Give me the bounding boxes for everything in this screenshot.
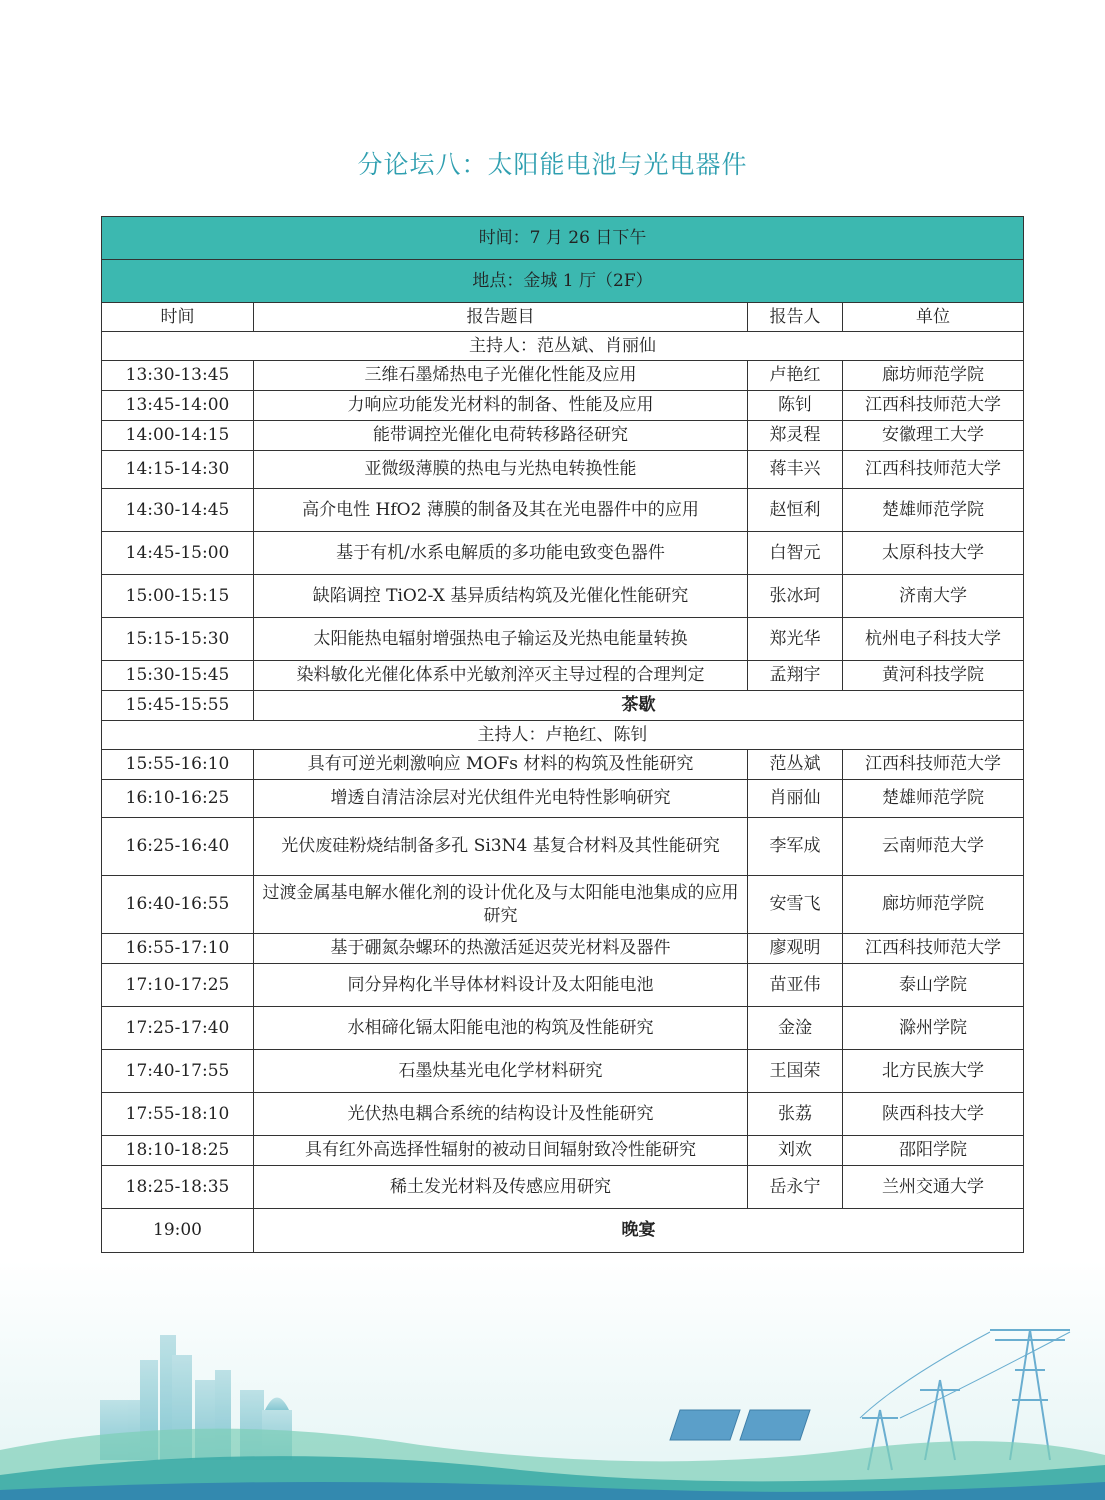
time-cell: 14:00-14:15 — [102, 421, 254, 451]
header-time: 时间 — [102, 303, 254, 332]
time-cell: 18:25-18:35 — [102, 1166, 254, 1209]
page-title: 分论坛八：太阳能电池与光电器件 — [357, 150, 748, 179]
speaker-cell: 苗亚伟 — [748, 964, 843, 1007]
unit-cell: 杭州电子科技大学 — [843, 618, 1024, 661]
break-label: 茶歇 — [254, 691, 1024, 721]
schedule-table — [101, 216, 1024, 1253]
topic-cell: 力响应功能发光材料的制备、性能及应用 — [254, 391, 748, 421]
table-row — [102, 750, 1024, 780]
topic-cell: 具有红外高选择性辐射的被动日间辐射致冷性能研究 — [254, 1136, 748, 1166]
table-row — [102, 489, 1024, 532]
speaker-cell: 李军成 — [748, 818, 843, 876]
table-row — [102, 361, 1024, 391]
unit-cell: 江西科技师范大学 — [843, 451, 1024, 489]
topic-cell: 增透自清洁涂层对光伏组件光电特性影响研究 — [254, 780, 748, 818]
speaker-cell: 张荔 — [748, 1093, 843, 1136]
topic-cell: 三维石墨烯热电子光催化性能及应用 — [254, 361, 748, 391]
unit-cell: 云南师范大学 — [843, 818, 1024, 876]
unit-cell: 廊坊师范学院 — [843, 361, 1024, 391]
header-unit: 单位 — [843, 303, 1024, 332]
unit-cell: 楚雄师范学院 — [843, 489, 1024, 532]
unit-cell: 滁州学院 — [843, 1007, 1024, 1050]
speaker-cell: 孟翔宇 — [748, 661, 843, 691]
table-row — [102, 575, 1024, 618]
speaker-cell: 王国荣 — [748, 1050, 843, 1093]
speaker-cell: 廖观明 — [748, 934, 843, 964]
topic-cell: 太阳能热电辐射增强热电子输运及光热电能量转换 — [254, 618, 748, 661]
table-row — [102, 818, 1024, 876]
time-cell: 17:40-17:55 — [102, 1050, 254, 1093]
unit-cell: 江西科技师范大学 — [843, 750, 1024, 780]
place-info: 地点：金城 1 厅（2F） — [102, 260, 1024, 303]
city-landscape-decoration — [0, 1260, 1105, 1500]
topic-cell: 光伏热电耦合系统的结构设计及性能研究 — [254, 1093, 748, 1136]
table-row — [102, 1136, 1024, 1166]
topic-cell: 水相碲化镉太阳能电池的构筑及性能研究 — [254, 1007, 748, 1050]
unit-cell: 江西科技师范大学 — [843, 391, 1024, 421]
topic-cell: 能带调控光催化电荷转移路径研究 — [254, 421, 748, 451]
speaker-cell: 岳永宁 — [748, 1166, 843, 1209]
speaker-cell: 陈钊 — [748, 391, 843, 421]
unit-cell: 陕西科技大学 — [843, 1093, 1024, 1136]
time-cell: 14:45-15:00 — [102, 532, 254, 575]
table-row — [102, 780, 1024, 818]
speaker-cell: 范丛斌 — [748, 750, 843, 780]
table-row — [102, 391, 1024, 421]
topic-cell: 光伏废硅粉烧结制备多孔 Si3N4 基复合材料及其性能研究 — [254, 818, 748, 876]
table-row — [102, 1007, 1024, 1050]
unit-cell: 楚雄师范学院 — [843, 780, 1024, 818]
speaker-cell: 卢艳红 — [748, 361, 843, 391]
time-cell: 14:15-14:30 — [102, 451, 254, 489]
table-row — [102, 618, 1024, 661]
speaker-cell: 金淦 — [748, 1007, 843, 1050]
dinner-label: 晚宴 — [254, 1209, 1024, 1253]
topic-cell: 过渡金属基电解水催化剂的设计优化及与太阳能电池集成的应用研究 — [254, 876, 748, 934]
header-topic: 报告题目 — [254, 303, 748, 332]
table-row — [102, 661, 1024, 691]
host-1: 主持人：范丛斌、肖丽仙 — [102, 332, 1024, 361]
unit-cell: 泰山学院 — [843, 964, 1024, 1007]
speaker-cell: 肖丽仙 — [748, 780, 843, 818]
speaker-cell: 郑灵程 — [748, 421, 843, 451]
speaker-cell: 张冰珂 — [748, 575, 843, 618]
speaker-cell: 赵恒利 — [748, 489, 843, 532]
topic-cell: 缺陷调控 TiO2-X 基异质结构筑及光催化性能研究 — [254, 575, 748, 618]
time-cell: 16:25-16:40 — [102, 818, 254, 876]
topic-cell: 基于硼氮杂螺环的热激活延迟荧光材料及器件 — [254, 934, 748, 964]
time-cell: 15:30-15:45 — [102, 661, 254, 691]
time-cell: 13:30-13:45 — [102, 361, 254, 391]
table-row — [102, 876, 1024, 934]
table-row — [102, 451, 1024, 489]
time-cell: 14:30-14:45 — [102, 489, 254, 532]
unit-cell: 廊坊师范学院 — [843, 876, 1024, 934]
table-row — [102, 532, 1024, 575]
time-cell: 16:10-16:25 — [102, 780, 254, 818]
table-row — [102, 1166, 1024, 1209]
time-info: 时间：7 月 26 日下午 — [102, 217, 1024, 260]
unit-cell: 北方民族大学 — [843, 1050, 1024, 1093]
time-cell: 15:55-16:10 — [102, 750, 254, 780]
time-cell: 16:55-17:10 — [102, 934, 254, 964]
speaker-cell: 白智元 — [748, 532, 843, 575]
topic-cell: 稀土发光材料及传感应用研究 — [254, 1166, 748, 1209]
topic-cell: 同分异构化半导体材料设计及太阳能电池 — [254, 964, 748, 1007]
unit-cell: 邵阳学院 — [843, 1136, 1024, 1166]
break-time: 15:45-15:55 — [102, 691, 254, 721]
speaker-cell: 安雪飞 — [748, 876, 843, 934]
unit-cell: 安徽理工大学 — [843, 421, 1024, 451]
unit-cell: 黄河科技学院 — [843, 661, 1024, 691]
time-cell: 15:15-15:30 — [102, 618, 254, 661]
topic-cell: 高介电性 HfO2 薄膜的制备及其在光电器件中的应用 — [254, 489, 748, 532]
unit-cell: 济南大学 — [843, 575, 1024, 618]
time-cell: 13:45-14:00 — [102, 391, 254, 421]
table-row — [102, 421, 1024, 451]
speaker-cell: 刘欢 — [748, 1136, 843, 1166]
table-row — [102, 964, 1024, 1007]
table-row — [102, 934, 1024, 964]
dinner-time: 19:00 — [102, 1209, 254, 1253]
table-row — [102, 1093, 1024, 1136]
speaker-cell: 郑光华 — [748, 618, 843, 661]
unit-cell: 兰州交通大学 — [843, 1166, 1024, 1209]
time-cell: 17:25-17:40 — [102, 1007, 254, 1050]
header-speaker: 报告人 — [748, 303, 843, 332]
table-row — [102, 1050, 1024, 1093]
time-cell: 18:10-18:25 — [102, 1136, 254, 1166]
topic-cell: 亚微级薄膜的热电与光热电转换性能 — [254, 451, 748, 489]
time-cell: 16:40-16:55 — [102, 876, 254, 934]
topic-cell: 石墨炔基光电化学材料研究 — [254, 1050, 748, 1093]
time-cell: 17:10-17:25 — [102, 964, 254, 1007]
unit-cell: 太原科技大学 — [843, 532, 1024, 575]
speaker-cell: 蒋丰兴 — [748, 451, 843, 489]
time-cell: 15:00-15:15 — [102, 575, 254, 618]
topic-cell: 基于有机/水系电解质的多功能电致变色器件 — [254, 532, 748, 575]
unit-cell: 江西科技师范大学 — [843, 934, 1024, 964]
topic-cell: 染料敏化光催化体系中光敏剂淬灭主导过程的合理判定 — [254, 661, 748, 691]
time-cell: 17:55-18:10 — [102, 1093, 254, 1136]
topic-cell: 具有可逆光刺激响应 MOFs 材料的构筑及性能研究 — [254, 750, 748, 780]
host-2: 主持人：卢艳红、陈钊 — [102, 721, 1024, 750]
